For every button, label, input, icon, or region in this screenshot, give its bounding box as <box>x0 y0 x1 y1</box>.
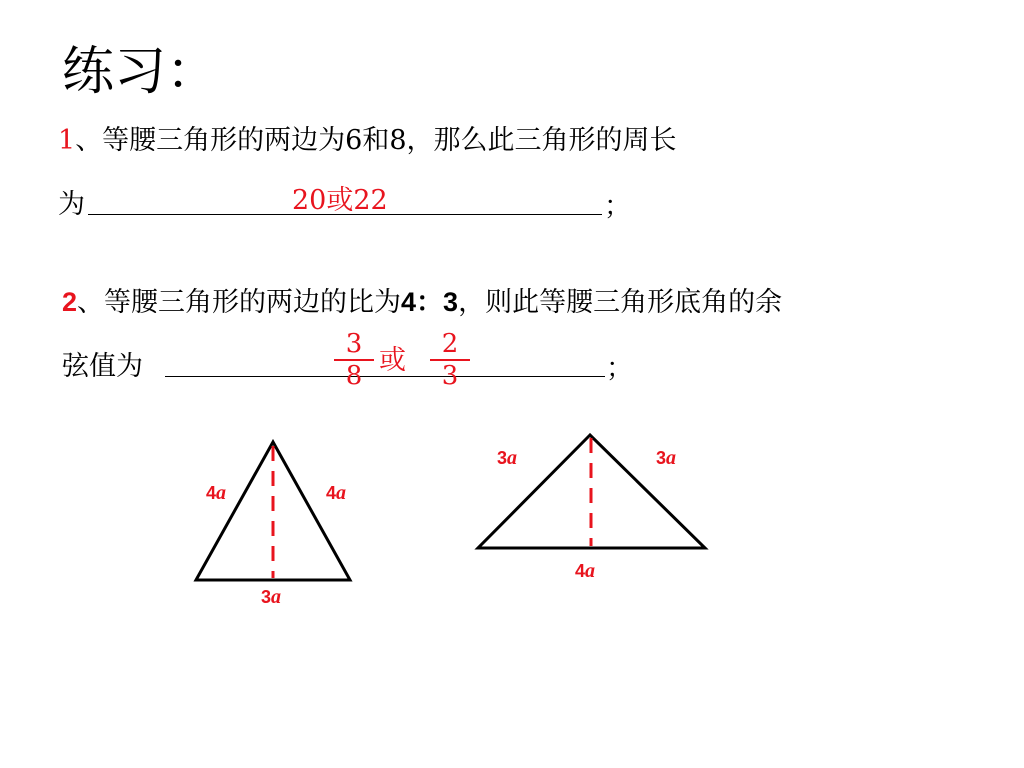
triangle-1-right-label: 4a <box>326 482 347 504</box>
triangle-1-left-label: 4a <box>206 482 227 504</box>
question-1-number: 1 <box>58 125 76 156</box>
triangle-2-base-label: 4a <box>575 560 596 582</box>
question-1-text: 、等腰三角形的两边为6和8，那么此三角形的周长 <box>75 125 677 156</box>
triangle-2-right-label: 3a <box>656 447 677 469</box>
question-2-text-b: ，则此等腰三角形底角的余 <box>458 287 783 318</box>
fraction-1-numerator: 3 <box>345 329 363 359</box>
question-2-ratio: 4：3 <box>401 287 459 317</box>
question-2-text-a: 、等腰三角形的两边的比为 <box>77 287 402 318</box>
fraction-2-numerator: 2 <box>441 329 459 359</box>
question-1-prefix: 为 <box>58 189 85 220</box>
question-1-answer: 20或22 <box>292 185 388 216</box>
answer-or: 或 <box>379 345 406 376</box>
triangle-2-left-label: 3a <box>497 447 518 469</box>
triangle-1-base-label: 3a <box>261 586 282 608</box>
question-1-suffix: ； <box>604 191 631 222</box>
fraction-2-denominator: 3 <box>441 361 459 391</box>
question-2-number: 2 <box>62 287 78 317</box>
page-title: 练习： <box>62 42 219 102</box>
question-2-suffix: ； <box>606 353 633 384</box>
fraction-1-denominator: 8 <box>345 361 363 391</box>
question-2-prefix: 弦值为 <box>62 351 143 382</box>
